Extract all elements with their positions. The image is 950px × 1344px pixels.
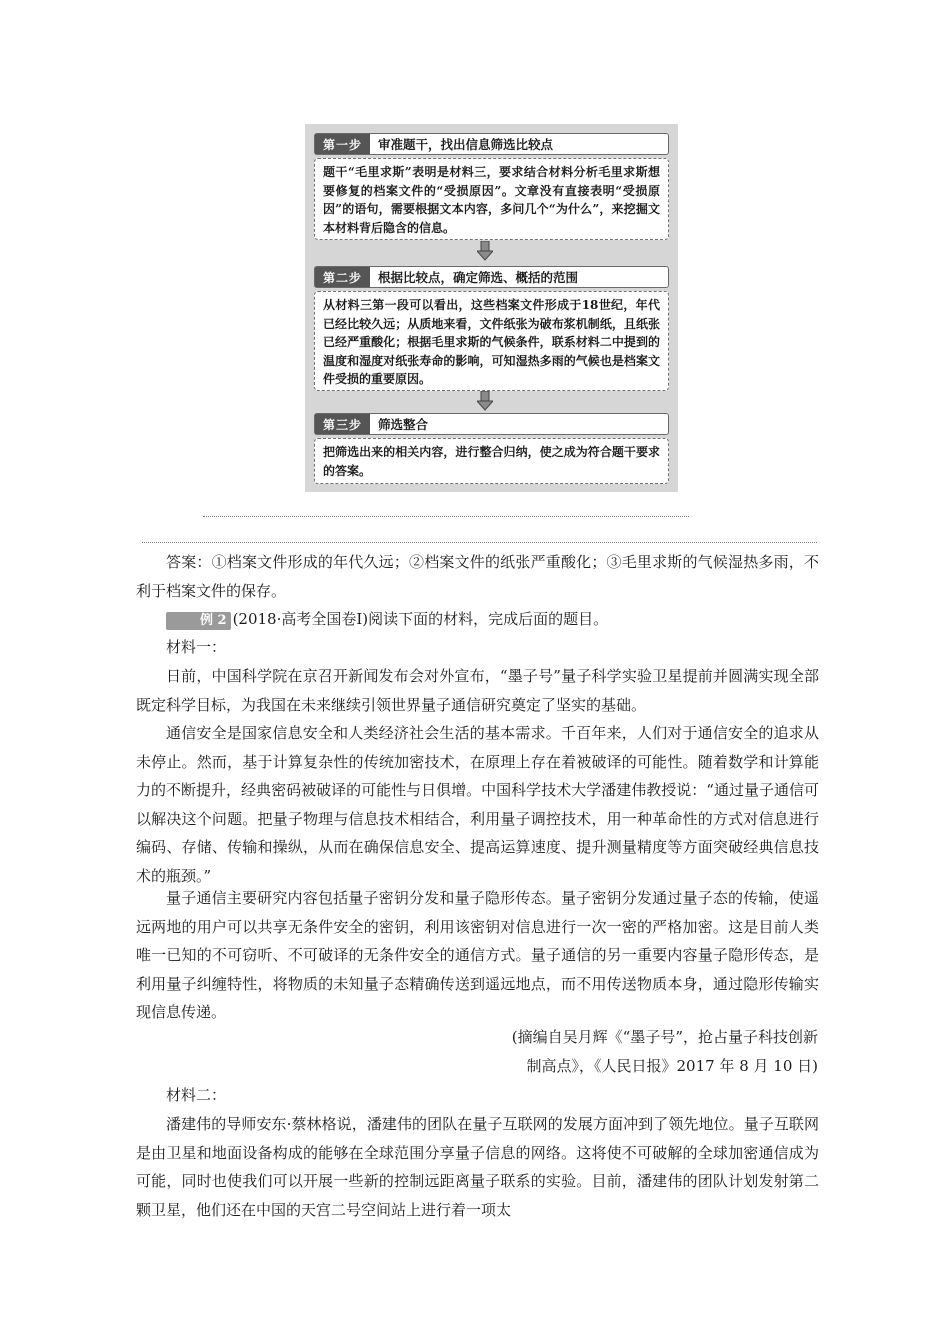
material1-paragraph-2: 通信安全是国家信息安全和人类经济社会生活的基本需求。千百年来，人们对于通信安全的追求从未停止。然而，基于计算复杂性的传统加密技术，在原理上存在着被破译的可能性。随着数学和计算能力的不断提升，经典密码被破译的可能性与日俱增。中国科学技术大学潘建伟教授说：“通过量子通信可以解决这个问题。把量子物理与信息技术相结合，利用量子调控技术，用一种革命性的方式对信息进行编码、存储、传输和操纵，从而在确保信息安全、提高运算速度、提升测量精度等方面突破经典信息技术的瓶颈。” <box>136 724 819 885</box>
step-3-body: 把筛选出来的相关内容，进行整合归纳，使之成为符合题干要求的答案。 <box>314 438 669 484</box>
dotted-divider <box>203 516 689 517</box>
process-figure <box>305 124 678 492</box>
step-1-tag: 第一步 <box>315 134 370 154</box>
step-2-tag: 第二步 <box>315 267 370 287</box>
example-text: (2018·高考全国卷Ⅰ)阅读下面的材料，完成后面的题目。 <box>232 610 609 628</box>
material1-label: 材料一： <box>166 638 227 656</box>
down-arrow-icon <box>477 391 493 411</box>
step-3 <box>314 413 669 484</box>
step-2 <box>314 266 669 391</box>
step-1 <box>314 133 669 240</box>
material2-paragraph: 潘建伟的导师安东·蔡林格说，潘建伟的团队在量子互联网的发展方面冲到了领先地位。量子互联网是由卫星和地面设备构成的能够在全球范围分享量子信息的网络。这将使不可破解的全球加密通信成为可能，同时也使我们可以开展一些新的控制远距离量子联系的实验。目前，潘建伟的团队计划发射第二颗卫星，他们还在中国的天宫二号空间站上进行着一项太 <box>136 1115 819 1219</box>
material1-source-line-2: 制高点》，《人民日报》2017 年 8 月 10 日) <box>526 1057 818 1075</box>
material1-source-line-1: (摘编自吴月辉《“墨子号”，抢占量子科技创新 <box>511 1028 818 1046</box>
step-2-body: 从材料三第一段可以看出，这些档案文件形成于18世纪，年代已经比较久远；从质地来看，文件纸张为破布浆机制纸，且纸张已经严重酸化；根据毛里求斯的气候条件，联系材料二中提到的温度和湿度对纸张寿命的影响，可知湿热多雨的气候也是档案文件受损的重要原因。 <box>314 291 669 391</box>
step-1-header <box>314 133 669 155</box>
down-arrow-icon <box>477 241 493 261</box>
step-3-tag: 第三步 <box>315 414 370 434</box>
step-3-title: 筛选整合 <box>378 417 429 432</box>
answer-text: 答案：①档案文件形成的年代久远；②档案文件的纸张严重酸化；③毛里求斯的气候湿热多雨，不利于档案文件的保存。 <box>136 553 819 600</box>
step-2-header <box>314 266 669 288</box>
step-2-title: 根据比较点，确定筛选、概括的范围 <box>378 270 579 285</box>
step-1-title: 审准题干，找出信息筛选比较点 <box>378 137 554 152</box>
material1-paragraph-3: 量子通信主要研究内容包括量子密钥分发和量子隐形传态。量子密钥分发通过量子态的传输，使遥远两地的用户可以共享无条件安全的密钥，利用该密钥对信息进行一次一密的严格加密。这是目前人类唯一已知的不可窃听、不可破译的无条件安全的通信方式。量子通信的另一重要内容量子隐形传态，是利用量子纠缠特性，将物质的未知量子态精确传送到遥远地点，而不用传送物质本身，通过隐形传输实现信息传递。 <box>136 889 819 1021</box>
example-line <box>136 605 819 634</box>
material1-paragraph-1: 日前，中国科学院在京召开新闻发布会对外宣布，“墨子号”量子科学实验卫星提前并圆满实现全部既定科学目标，为我国在未来继续引领世界量子通信研究奠定了坚实的基础。 <box>136 667 819 714</box>
step-1-body: 题干“毛里求斯”表明是材料三，要求结合材料分析毛里求斯想要修复的档案文件的“受损原因”。文章没有直接表明“受损原因”的语句，需要根据文本内容，多问几个“为什么”，来挖掘文本材料背后隐含的信息。 <box>314 158 669 240</box>
step-3-header <box>314 413 669 435</box>
dotted-divider <box>142 542 817 543</box>
example-badge: 例 2 <box>166 612 231 630</box>
material2-label: 材料二： <box>166 1086 227 1104</box>
